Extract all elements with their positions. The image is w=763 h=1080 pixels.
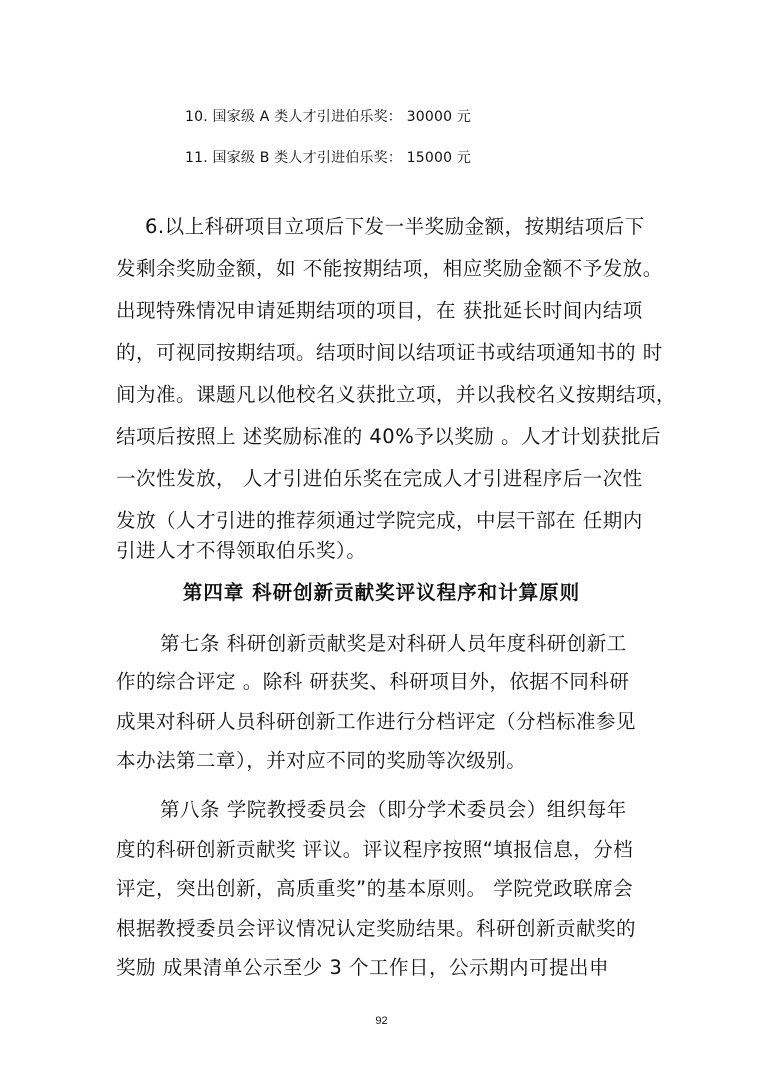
paragraph-line: 度的科研创新贡献奖 评议。评议程序按照“填报信息，分档: [116, 838, 634, 861]
paragraph-line: 出现特殊情况申请延期结项的项目，在 获批延长时间内结项: [116, 299, 643, 322]
paragraph-line: 一次性发放， 人才引进伯乐奖在完成人才引进程序后一次性: [116, 467, 643, 490]
list-item-10: 10. 国家级 A 类人才引进伯乐奖： 30000 元: [185, 109, 472, 125]
chapter-heading: 第四章 科研创新贡献奖评议程序和计算原则: [182, 581, 581, 604]
paragraph-line: 评定，突出创新，高质重奖”的基本原则。 学院党政联席会: [116, 877, 634, 900]
list-item-11: 11. 国家级 B 类人才引进伯乐奖： 15000 元: [185, 150, 472, 166]
paragraph-line: 结项后按照上 述奖励标准的 40%予以奖励 。人才计划获批后: [116, 425, 661, 448]
paragraph-line: 第七条 科研创新贡献奖是对科研人员年度科研创新工: [160, 632, 627, 655]
paragraph-line: 的，可视同按期结项。结项时间以结项证书或结项通知书的 时: [116, 341, 663, 364]
paragraph-line: 间为准。课题凡以他校名义获批立项，并以我校名义按期结项，: [116, 383, 677, 406]
paragraph-line: 发剩余奖励金额，如 不能按期结项，相应奖励金额不予发放。: [116, 257, 663, 280]
paragraph-line: 根据教授委员会评议情况认定奖励结果。科研创新贡献奖的: [116, 917, 637, 940]
paragraph-line: 本办法第二章），并对应不同的奖励等次级别。: [116, 749, 527, 772]
paragraph-line: 引进人才不得领取伯乐奖）。: [116, 539, 367, 562]
page-number: 92: [375, 1015, 388, 1027]
paragraph-line: 发放（人才引进的推荐须通过学院完成，中层干部在 任期内: [116, 509, 643, 532]
paragraph-line: 第八条 学院教授委员会（即分学术委员会）组织每年: [160, 798, 627, 821]
paragraph-line: 作的综合评定 。除科 研获奖、科研项目外，依据不同科研: [116, 670, 630, 693]
paragraph-line: 成果对科研人员科研创新工作进行分档评定（分档标准参见: [116, 710, 637, 733]
paragraph-line: 奖励 成果清单公示至少 3 个工作日，公示期内可提出申: [116, 956, 610, 979]
paragraph-line: 6.以上科研项目立项后下发一半奖励金额，按期结项后下: [145, 215, 645, 238]
